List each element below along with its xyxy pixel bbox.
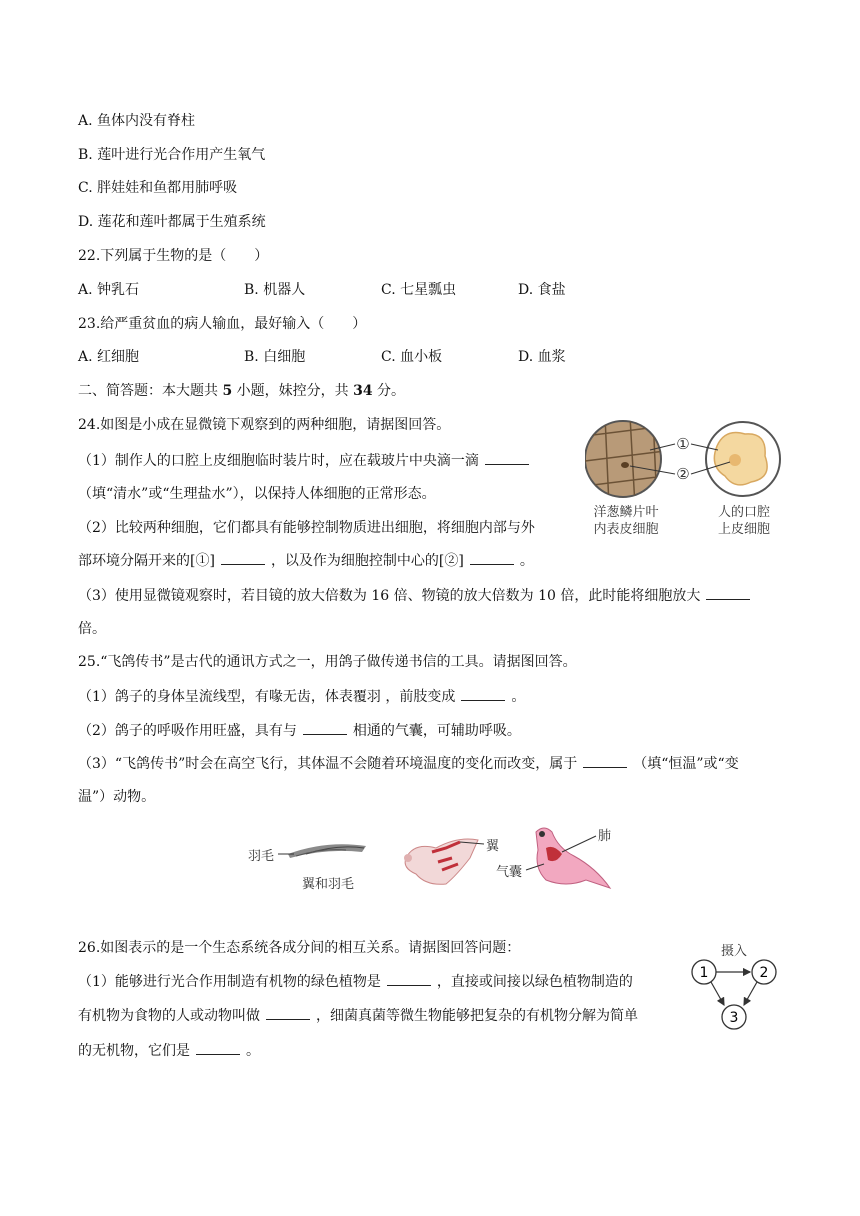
q26-text-e: 的无机物，它们是 [78, 1043, 190, 1059]
q22-option-c: C. 七星瓢虫 [381, 282, 457, 298]
q26-part1-line3 [78, 1040, 260, 1061]
q26-text-b: ，直接或间接以绿色植物制造的 [436, 974, 633, 990]
q24-part3-text: （3）使用显微镜观察时，若目镜的放大倍数为 16 倍、物镜的放大倍数为 10 倍，此时能将细胞放大 [78, 588, 701, 604]
q25-part2 [78, 720, 521, 741]
q23-option-a: A. 红细胞 [78, 349, 140, 365]
answer-blank[interactable] [583, 753, 627, 768]
section-suffix: 分。 [372, 383, 406, 399]
q25-part3-line2: 温”）动物。 [78, 789, 156, 805]
q24-part3-line2: 倍。 [78, 621, 106, 637]
q21-option-a: A. 鱼体内没有脊柱 [78, 113, 196, 129]
q26-text-d: ，细菌真菌等微生物能够把复杂的有机物分解为简单 [316, 1008, 638, 1024]
q25-part1-text: （1）鸽子的身体呈流线型，有喙无齿，体表覆羽 ，前肢变成 [78, 689, 456, 705]
ecosystem-diagram [686, 938, 786, 1032]
answer-blank[interactable] [485, 450, 529, 465]
pigeon-wing-drawing [404, 839, 484, 884]
q23-option-b: B. 白细胞 [244, 349, 306, 365]
q22-option-a: A. 钟乳石 [78, 282, 140, 298]
onion-caption-line1: 洋葱鳞片叶 [593, 505, 659, 520]
onion-caption-line2: 内表皮细胞 [593, 522, 659, 537]
q25-part1-end: 。 [511, 689, 526, 705]
answer-blank[interactable] [706, 585, 750, 600]
q25-part2-text-b: 相通的气囊，可辅助呼吸。 [352, 723, 521, 739]
wing-feather-caption: 翼和羽毛 [302, 877, 355, 892]
q23-option-d: D. 血浆 [518, 349, 566, 365]
nucleus-mark: ② [676, 465, 690, 483]
section-heading [78, 381, 405, 401]
q24-part2-text-c: 。 [519, 553, 534, 569]
q26-text-f: 。 [246, 1043, 260, 1059]
pigeon-figure [246, 818, 626, 898]
section-count: 5 [222, 383, 233, 399]
q22-option-b: B. 机器人 [244, 282, 306, 298]
cell-figure-drawing [585, 416, 785, 506]
q25-part3-text-b: （填“恒温”或“变 [633, 756, 739, 772]
node-3-label: 3 [729, 1010, 739, 1026]
q21-option-b: B. 莲叶进行光合作用产生氧气 [78, 147, 266, 163]
q26-text-c: 有机物为食物的人或动物叫做 [78, 1008, 260, 1024]
q24-part2-text-a: 部环境分隔开来的[①] [78, 553, 215, 569]
membrane-mark: ① [676, 435, 690, 453]
section-middle: 小题，妹控分，共 [232, 383, 354, 399]
q26-part1-line1 [78, 971, 633, 992]
lung-label: 肺 [598, 829, 612, 844]
q23-option-c: C. 血小板 [381, 349, 443, 365]
q24-part3-line1 [78, 585, 756, 606]
answer-blank[interactable] [303, 720, 347, 735]
q24-stem: 24.如图是小成在显微镜下观察到的两种细胞，请据图回答。 [78, 417, 451, 433]
q21-option-c: C. 胖娃娃和鱼都用肺呼吸 [78, 180, 238, 196]
q25-part3-text-a: （3）“飞鸽传书”时会在高空飞行，其体温不会随着环境温度的变化而改变，属于 [78, 756, 578, 772]
q25-part1 [78, 686, 525, 707]
q24-part1-line2: （填“清水”或“生理盐水”），以保持人体细胞的正常形态。 [78, 486, 436, 502]
answer-blank[interactable] [461, 686, 505, 701]
q26-text-a: （1）能够进行光合作用制造有机物的绿色植物是 [78, 974, 381, 990]
q25-stem: 25.“飞鸽传书”是古代的通讯方式之一，用鸽子做传递书信的工具。请据图回答。 [78, 654, 577, 670]
answer-blank[interactable] [196, 1040, 240, 1055]
answer-blank[interactable] [266, 1005, 310, 1020]
section-score: 34 [353, 383, 373, 399]
q22-stem: 22.下列属于生物的是（ ） [78, 248, 269, 264]
q25-part3-line1 [78, 753, 739, 774]
answer-blank[interactable] [387, 971, 431, 986]
ingest-label: 摄入 [720, 944, 748, 959]
onion-nucleus [621, 462, 629, 468]
air-sac-label: 气囊 [496, 865, 523, 880]
node-2-label: 2 [759, 965, 769, 981]
cell-figure [585, 416, 785, 542]
answer-blank[interactable] [221, 550, 265, 565]
q22-option-d: D. 食盐 [518, 282, 566, 298]
cheek-caption-line1: 人的口腔 [717, 505, 770, 520]
q24-part2-text-b: ，以及作为细胞控制中心的[②] [270, 553, 464, 569]
ecosystem-diagram-drawing [686, 938, 786, 1032]
q26-stem: 26.如图表示的是一个生态系统各成分间的相互关系。请据图回答问题： [78, 940, 521, 956]
feather-label: 羽毛 [248, 849, 275, 864]
section-prefix: 二、简答题：本大题共 [78, 383, 223, 399]
onion-caption [585, 504, 667, 538]
cheek-nucleus [729, 454, 741, 466]
q24-part1-text: （1）制作人的口腔上皮细胞临时装片时，应在载玻片中央滴一滴 [78, 453, 479, 469]
q24-part2-line2 [78, 550, 534, 571]
q24-part1-line1 [78, 450, 535, 471]
q21-option-d: D. 莲花和莲叶都属于生殖系统 [78, 214, 266, 230]
cheek-caption-line2: 上皮细胞 [717, 522, 770, 537]
answer-blank[interactable] [470, 550, 514, 565]
arrow-1-to-3 [711, 982, 724, 1005]
node-1-label: 1 [699, 965, 709, 981]
wing-feather-drawing [278, 844, 366, 858]
q24-part2-line1: （2）比较两种细胞，它们都具有能够控制物质进出细胞，将细胞内部与外 [78, 520, 535, 536]
q26-part1-line2 [78, 1005, 638, 1026]
pigeon-figure-drawing [246, 818, 626, 898]
cheek-caption [703, 504, 785, 538]
arrow-2-to-3 [744, 982, 757, 1005]
q25-part2-text-a: （2）鸽子的呼吸作用旺盛，具有与 [78, 723, 297, 739]
q23-stem: 23.给严重贫血的病人输血，最好输入（ ） [78, 316, 367, 332]
wing-label: 翼 [486, 839, 500, 854]
